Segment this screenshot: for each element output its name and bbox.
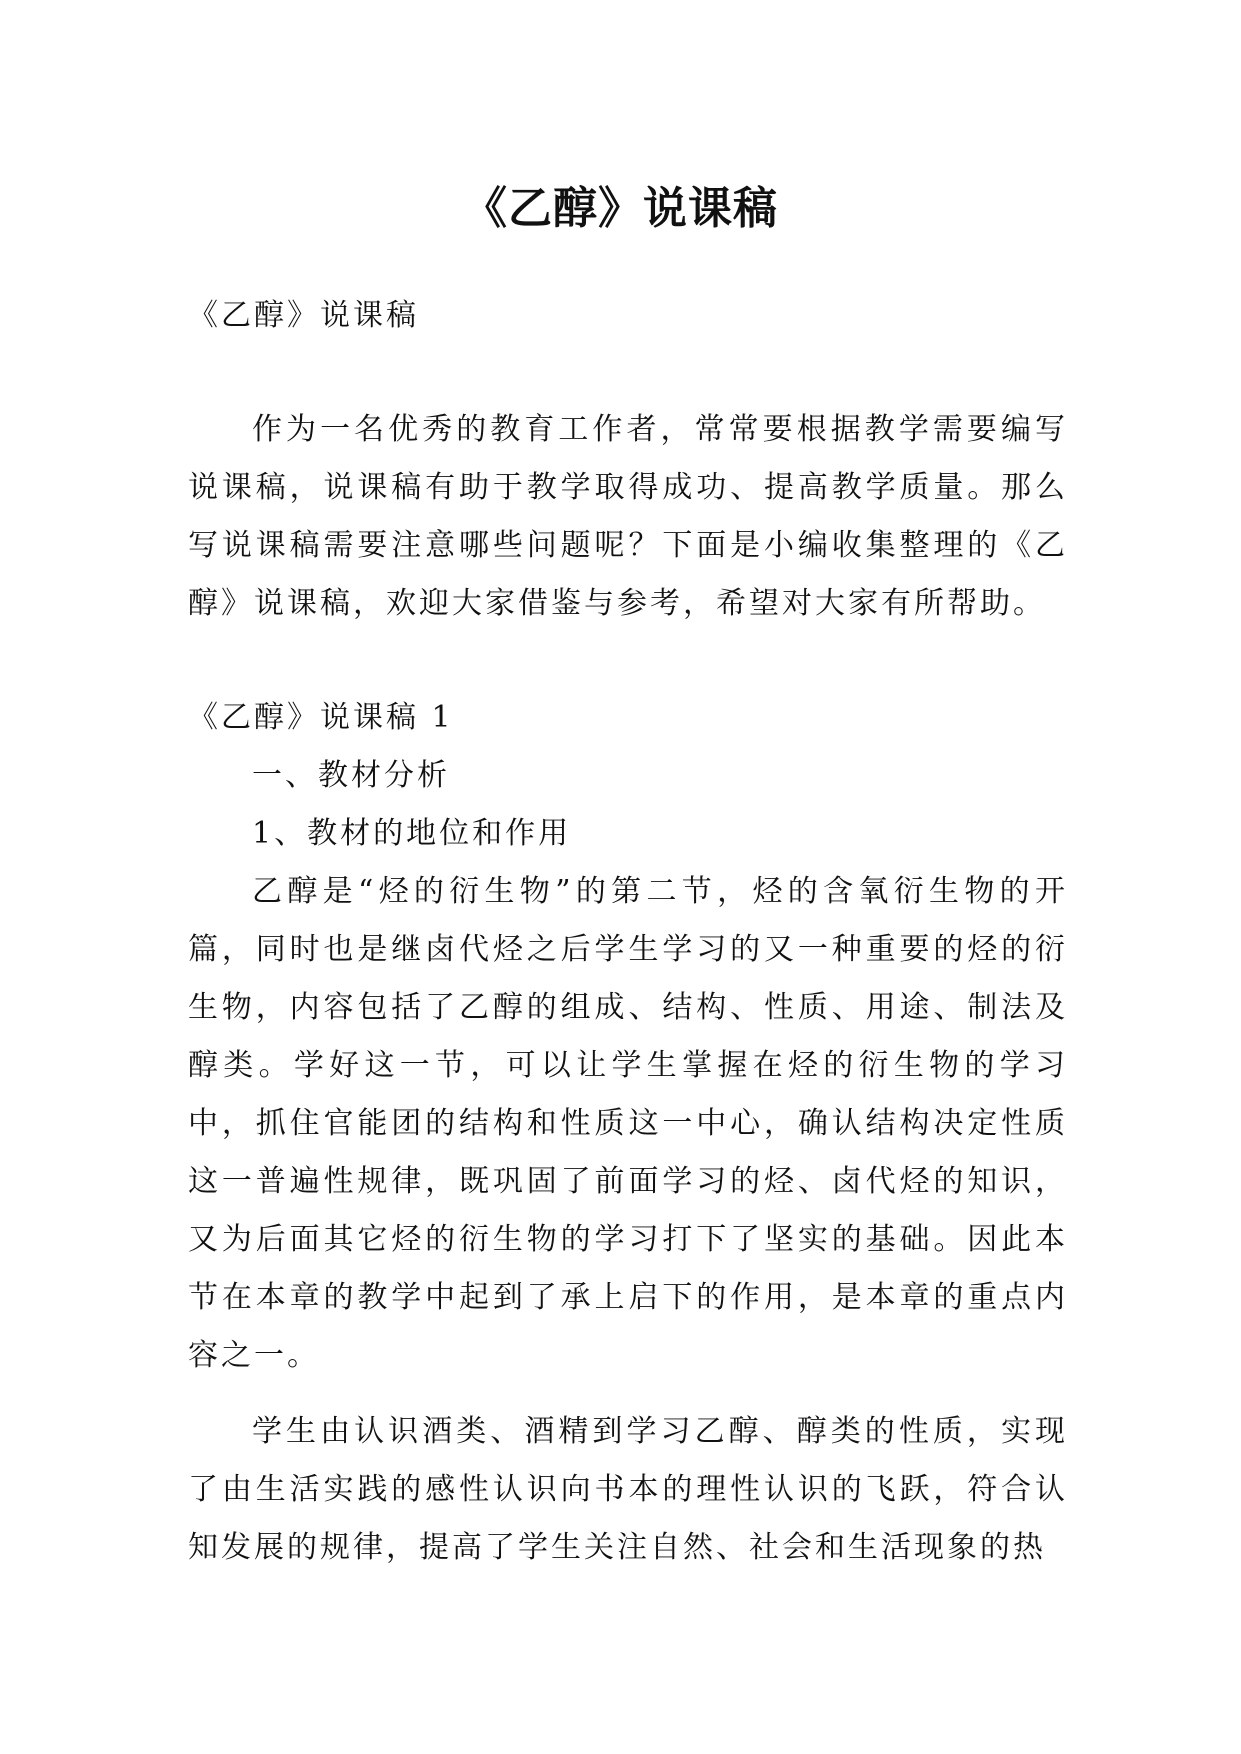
body-paragraph-1: 乙醇是“烃的衍生物”的第二节，烃的含氧衍生物的开篇，同时也是继卤代烃之后学生学习的又一种重要的烃的衍生物，内容包括了乙醇的组成、结构、性质、用途、制法及醇类。学好这一节，可以让学生掌握在烃的衍生物的学习中，抓住官能团的结构和性质这一中心，确认结构决定性质这一普遍性规律，既巩固了前面学习的烃、卤代烃的知识，又为后面其它烃的衍生物的学习打下了坚实的基础。因此本节在本章的教学中起到了承上启下的作用，是本章的重点内容之一。 bbox=[188, 874, 1068, 1373]
document-body bbox=[188, 287, 1068, 1577]
section-title: 《乙醇》说课稿 1 bbox=[188, 700, 454, 735]
section-heading-textbook-analysis: 一、教材分析 bbox=[252, 758, 450, 793]
body-paragraph-2: 学生由认识酒类、酒精到学习乙醇、醇类的性质，实现了由生活实践的感性认识向书本的理性认识的飞跃，符合认知发展的规律，提高了学生关注自然、社会和生活现象的热 bbox=[188, 1414, 1068, 1565]
document-subtitle: 《乙醇》说课稿 bbox=[188, 298, 419, 333]
intro-paragraph: 作为一名优秀的教育工作者，常常要根据教学需要编写说课稿，说课稿有助于教学取得成功、提高教学质量。那么写说课稿需要注意哪些问题呢？下面是小编收集整理的《乙醇》说课稿，欢迎大家借鉴与参考，希望对大家有所帮助。 bbox=[188, 412, 1068, 621]
document-title: 《乙醇》说课稿 bbox=[463, 183, 778, 235]
subheading-position-and-role: 1、教材的地位和作用 bbox=[252, 816, 572, 851]
